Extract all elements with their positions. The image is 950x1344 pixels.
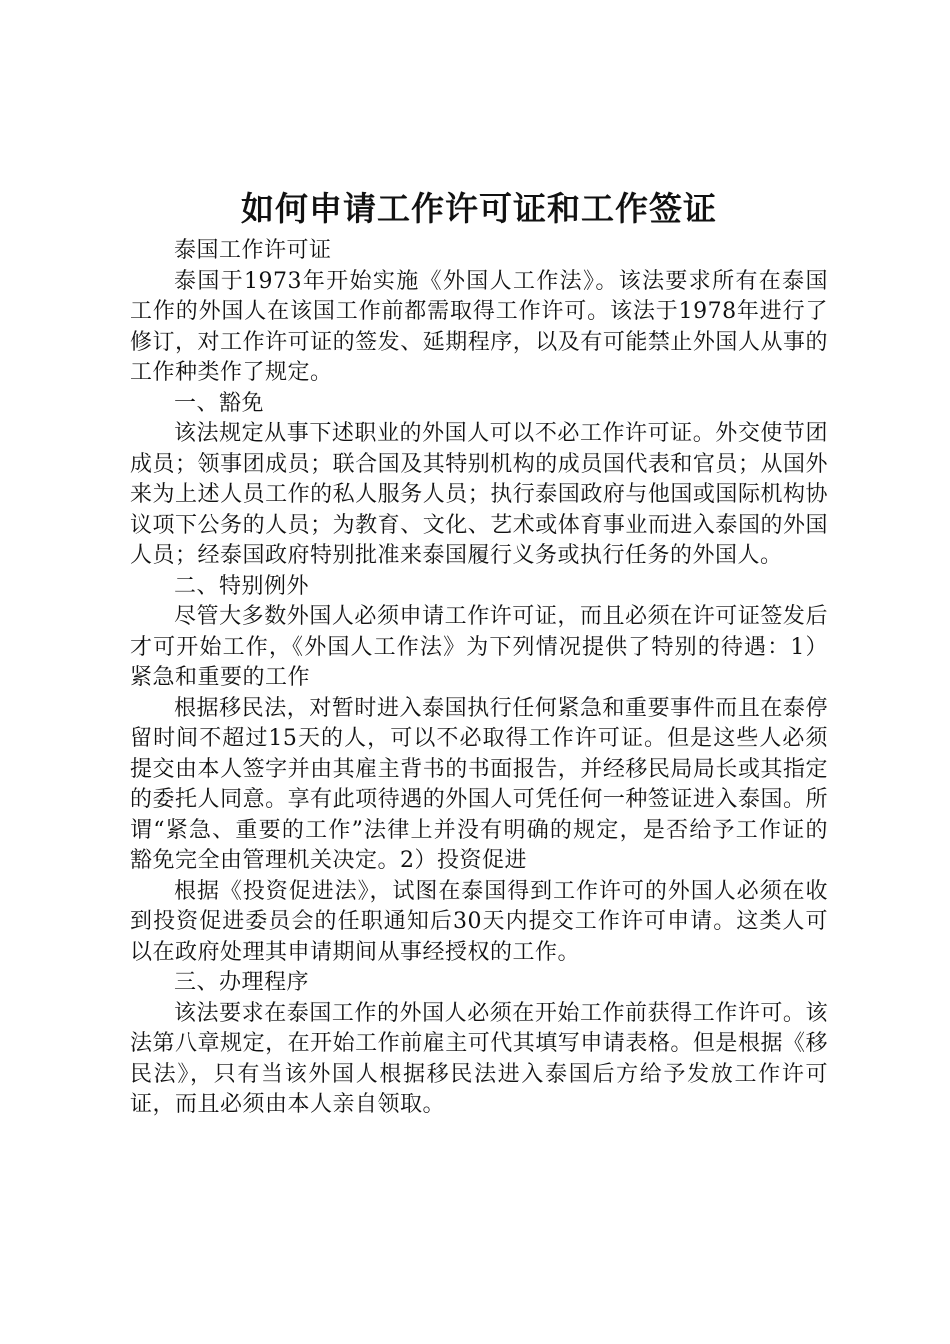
document-title: 如何申请工作许可证和工作签证 (241, 189, 717, 228)
section-heading-exemption: 一、豁免 (174, 390, 265, 416)
paragraph-special-exceptions: 尽管大多数外国人必须申请工作许可证，而且必须在许可证签发后才可开始工作，《外国人工作法》为下列情况提供了特别的待遇：1）紧急和重要的工作 (130, 604, 828, 690)
paragraph-immigration-law: 根据移民法，对暂时进入泰国执行任何紧急和重要事件而且在泰停留时间不超过15天的人，可以不必取得工作许可证。但是这些人必须提交由本人签字并由其雇主背书的书面报告，并经移民局局长或其指定的委托人同意。享有此项待遇的外国人可凭任何一种签证进入泰国。所谓“紧急、重要的工作”法律上并没有明确的规定，是否给予工作证的豁免完全由管理机关决定。2）投资促进 (130, 695, 828, 873)
paragraph-investment-promotion: 根据《投资促进法》，试图在泰国得到工作许可的外国人必须在收到投资促进委员会的任职通知后30天内提交工作许可申请。这类人可以在政府处理其申请期间从事经授权的工作。 (130, 878, 828, 965)
section-heading-thailand-work-permit: 泰国工作许可证 (174, 238, 332, 263)
section-heading-procedure: 三、办理程序 (174, 970, 310, 995)
paragraph-exemption: 该法规定从事下述职业的外国人可以不必工作许可证。外交使节团成员；领事团成员；联合国及其特别机构的成员国代表和官员；从国外来为上述人员工作的私人服务人员；执行泰国政府与他国或国际机构协议项下公务的人员；为教育、文化、艺术或体育事业而进入泰国的外国人员；经泰国政府特别批准来泰国履行义务或执行任务的外国人。 (130, 421, 828, 568)
section-heading-special-exceptions: 二、特别例外 (174, 573, 310, 599)
document-page (130, 186, 828, 1121)
paragraph-procedure: 该法要求在泰国工作的外国人必须在开始工作前获得工作许可。该法第八章规定，在开始工作前雇主可代其填写申请表格。但是根据《移民法》，只有当该外国人根据移民法进入泰国后方给予发放工作许可证，而且必须由本人亲自领取。 (130, 1000, 828, 1117)
paragraph-intro: 泰国于1973年开始实施《外国人工作法》。该法要求所有在泰国工作的外国人在该国工作前都需取得工作许可。该法于1978年进行了修订，对工作许可证的签发、延期程序，以及有可能禁止外国人从事的工作种类作了规定。 (130, 268, 828, 385)
